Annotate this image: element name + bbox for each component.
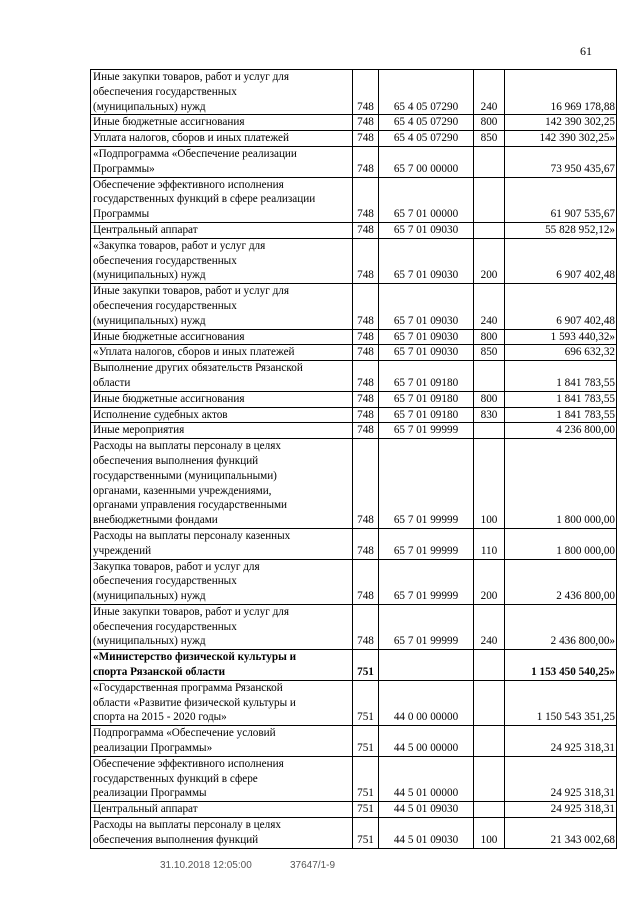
row-vr-cell: 240 — [474, 284, 505, 329]
row-amount-cell: 1 841 783,55 — [505, 361, 617, 392]
row-name-cell: Расходы на выплаты персоналу казенных учреждений — [91, 528, 353, 559]
table-row — [91, 818, 617, 849]
row-name-cell: Иные бюджетные ассигнования — [91, 115, 353, 131]
row-name-cell: Иные закупки товаров, работ и услуг для обеспечения государственных (муниципальных) нужд — [91, 70, 353, 115]
table-row — [91, 70, 617, 115]
table-row — [91, 222, 617, 238]
row-vr-cell: 200 — [474, 559, 505, 604]
table-row — [91, 650, 617, 681]
row-gr-cell: 748 — [353, 238, 379, 283]
row-amount-cell: 1 593 440,32» — [505, 329, 617, 345]
row-csr-cell: 65 7 01 09030 — [379, 238, 474, 283]
row-gr-cell: 751 — [353, 818, 379, 849]
row-csr-cell: 65 7 01 09030 — [379, 345, 474, 361]
row-vr-cell: 240 — [474, 70, 505, 115]
row-vr-cell: 850 — [474, 345, 505, 361]
row-gr-cell: 748 — [353, 604, 379, 649]
row-amount-cell: 55 828 952,12» — [505, 222, 617, 238]
budget-table — [90, 69, 617, 849]
row-csr-cell: 44 5 01 00000 — [379, 756, 474, 801]
table-row — [91, 329, 617, 345]
row-name-cell: «Подпрограмма «Обеспечение реализации Программы» — [91, 146, 353, 177]
row-name-cell: Центральный аппарат — [91, 222, 353, 238]
row-amount-cell: 4 236 800,00 — [505, 423, 617, 439]
row-gr-cell: 748 — [353, 131, 379, 147]
row-csr-cell: 44 5 01 09030 — [379, 818, 474, 849]
row-name-cell: Иные бюджетные ассигнования — [91, 329, 353, 345]
row-amount-cell: 142 390 302,25 — [505, 115, 617, 131]
row-vr-cell — [474, 726, 505, 757]
page-number: 61 — [580, 44, 592, 58]
row-vr-cell — [474, 361, 505, 392]
row-vr-cell: 200 — [474, 238, 505, 283]
table-row — [91, 604, 617, 649]
row-gr-cell: 748 — [353, 70, 379, 115]
row-gr-cell: 748 — [353, 345, 379, 361]
row-csr-cell: 65 4 05 07290 — [379, 131, 474, 147]
table-row — [91, 802, 617, 818]
row-csr-cell: 65 7 01 09030 — [379, 329, 474, 345]
row-name-cell: «Закупка товаров, работ и услуг для обеспечения государственных (муниципальных) нужд — [91, 238, 353, 283]
row-vr-cell — [474, 177, 505, 222]
row-amount-cell: 21 343 002,68 — [505, 818, 617, 849]
row-gr-cell: 751 — [353, 680, 379, 725]
row-vr-cell: 110 — [474, 528, 505, 559]
row-vr-cell — [474, 802, 505, 818]
row-amount-cell: 1 153 450 540,25» — [505, 650, 617, 681]
row-amount-cell: 61 907 535,67 — [505, 177, 617, 222]
row-gr-cell: 748 — [353, 559, 379, 604]
row-csr-cell: 65 7 01 99999 — [379, 559, 474, 604]
row-csr-cell: 65 7 01 09030 — [379, 284, 474, 329]
row-vr-cell — [474, 680, 505, 725]
row-gr-cell: 751 — [353, 726, 379, 757]
row-vr-cell: 800 — [474, 391, 505, 407]
table-row — [91, 680, 617, 725]
row-gr-cell: 748 — [353, 423, 379, 439]
footer-date: 31.10.2018 12:05:00 — [160, 860, 252, 871]
row-amount-cell: 6 907 402,48 — [505, 238, 617, 283]
table-row — [91, 726, 617, 757]
row-amount-cell: 142 390 302,25» — [505, 131, 617, 147]
row-amount-cell: 1 150 543 351,25 — [505, 680, 617, 725]
row-amount-cell: 2 436 800,00» — [505, 604, 617, 649]
row-csr-cell: 65 7 01 99999 — [379, 423, 474, 439]
row-csr-cell: 65 7 01 09180 — [379, 391, 474, 407]
row-csr-cell: 65 7 01 09180 — [379, 361, 474, 392]
row-name-cell: Подпрограмма «Обеспечение условий реализации Программы» — [91, 726, 353, 757]
row-name-cell: Центральный аппарат — [91, 802, 353, 818]
row-amount-cell: 24 925 318,31 — [505, 756, 617, 801]
row-name-cell: «Министерство физической культуры и спорта Рязанской области — [91, 650, 353, 681]
row-name-cell: Обеспечение эффективного исполнения государственных функций в сфере реализации Программы — [91, 177, 353, 222]
row-gr-cell: 748 — [353, 361, 379, 392]
row-name-cell: «Государственная программа Рязанской области «Развитие физической культуры и спорта на 2015 - 2020 годы» — [91, 680, 353, 725]
table-row — [91, 177, 617, 222]
table-row — [91, 391, 617, 407]
table-row — [91, 439, 617, 529]
row-amount-cell: 1 841 783,55 — [505, 407, 617, 423]
table-row — [91, 559, 617, 604]
row-name-cell: Закупка товаров, работ и услуг для обеспечения государственных (муниципальных) нужд — [91, 559, 353, 604]
row-gr-cell: 748 — [353, 284, 379, 329]
table-row — [91, 284, 617, 329]
table-row — [91, 146, 617, 177]
row-gr-cell: 748 — [353, 391, 379, 407]
row-vr-cell — [474, 222, 505, 238]
table-row — [91, 407, 617, 423]
row-gr-cell: 748 — [353, 177, 379, 222]
row-gr-cell: 748 — [353, 439, 379, 529]
row-csr-cell: 65 7 01 99999 — [379, 604, 474, 649]
row-gr-cell: 751 — [353, 650, 379, 681]
table-row — [91, 238, 617, 283]
row-csr-cell: 65 4 05 07290 — [379, 115, 474, 131]
row-name-cell: Выполнение других обязательств Рязанской области — [91, 361, 353, 392]
row-vr-cell: 100 — [474, 818, 505, 849]
row-gr-cell: 751 — [353, 756, 379, 801]
row-amount-cell: 2 436 800,00 — [505, 559, 617, 604]
row-amount-cell: 24 925 318,31 — [505, 802, 617, 818]
row-vr-cell: 100 — [474, 439, 505, 529]
row-name-cell: Уплата налогов, сборов и иных платежей — [91, 131, 353, 147]
row-gr-cell: 748 — [353, 222, 379, 238]
row-name-cell: Обеспечение эффективного исполнения государственных функций в сфере реализации Программы — [91, 756, 353, 801]
row-gr-cell: 751 — [353, 802, 379, 818]
row-csr-cell: 65 4 05 07290 — [379, 70, 474, 115]
row-name-cell: Иные закупки товаров, работ и услуг для обеспечения государственных (муниципальных) нужд — [91, 604, 353, 649]
table-row — [91, 423, 617, 439]
row-csr-cell: 65 7 01 99999 — [379, 439, 474, 529]
row-vr-cell: 800 — [474, 115, 505, 131]
row-name-cell: Расходы на выплаты персоналу в целях обеспечения выполнения функций — [91, 818, 353, 849]
row-csr-cell: 65 7 01 09030 — [379, 222, 474, 238]
footer-doc-code: 37647/1-9 — [290, 860, 336, 871]
row-vr-cell: 850 — [474, 131, 505, 147]
row-name-cell: Исполнение судебных актов — [91, 407, 353, 423]
table-row — [91, 528, 617, 559]
table-row — [91, 361, 617, 392]
row-csr-cell: 65 7 01 09180 — [379, 407, 474, 423]
row-amount-cell: 24 925 318,31 — [505, 726, 617, 757]
row-csr-cell: 44 0 00 00000 — [379, 680, 474, 725]
row-gr-cell: 748 — [353, 407, 379, 423]
row-amount-cell: 16 969 178,88 — [505, 70, 617, 115]
row-amount-cell: 696 632,32 — [505, 345, 617, 361]
row-amount-cell: 6 907 402,48 — [505, 284, 617, 329]
row-vr-cell — [474, 756, 505, 801]
budget-table-body — [91, 70, 617, 849]
row-gr-cell: 748 — [353, 329, 379, 345]
row-csr-cell — [379, 650, 474, 681]
row-name-cell: Расходы на выплаты персоналу в целях обеспечения выполнения функций государственными (муниципальными) органами, казенными учреждениями, органами управления государственными внебюджетными фондами — [91, 439, 353, 529]
row-csr-cell: 65 7 00 00000 — [379, 146, 474, 177]
row-amount-cell: 1 800 000,00 — [505, 528, 617, 559]
table-row — [91, 131, 617, 147]
row-gr-cell: 748 — [353, 528, 379, 559]
row-gr-cell: 748 — [353, 146, 379, 177]
row-gr-cell: 748 — [353, 115, 379, 131]
row-name-cell: «Уплата налогов, сборов и иных платежей — [91, 345, 353, 361]
row-csr-cell: 44 5 01 09030 — [379, 802, 474, 818]
row-vr-cell: 800 — [474, 329, 505, 345]
row-amount-cell: 73 950 435,67 — [505, 146, 617, 177]
row-csr-cell: 65 7 01 99999 — [379, 528, 474, 559]
row-vr-cell: 240 — [474, 604, 505, 649]
row-amount-cell: 1 800 000,00 — [505, 439, 617, 529]
table-row — [91, 756, 617, 801]
row-vr-cell: 830 — [474, 407, 505, 423]
row-name-cell: Иные закупки товаров, работ и услуг для обеспечения государственных (муниципальных) нужд — [91, 284, 353, 329]
row-amount-cell: 1 841 783,55 — [505, 391, 617, 407]
row-name-cell: Иные бюджетные ассигнования — [91, 391, 353, 407]
row-name-cell: Иные мероприятия — [91, 423, 353, 439]
row-vr-cell — [474, 423, 505, 439]
table-row — [91, 115, 617, 131]
row-vr-cell — [474, 146, 505, 177]
row-csr-cell: 65 7 01 00000 — [379, 177, 474, 222]
row-csr-cell: 44 5 00 00000 — [379, 726, 474, 757]
table-row — [91, 345, 617, 361]
row-vr-cell — [474, 650, 505, 681]
